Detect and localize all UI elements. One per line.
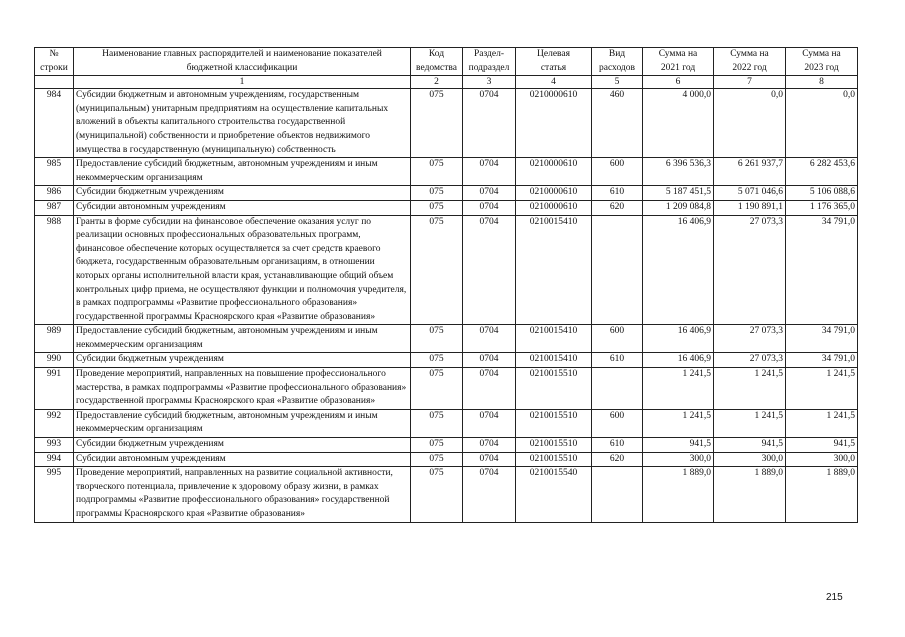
column-number-cell: 4 [516, 76, 592, 89]
cell-target-article: 0210015510 [516, 409, 592, 437]
cell-row-number: 993 [35, 438, 74, 453]
column-number-cell: 5 [592, 76, 643, 89]
header-row [35, 48, 858, 76]
cell-target-article: 0210015410 [516, 353, 592, 368]
cell-target-article: 0210000610 [516, 200, 592, 215]
cell-department-code: 075 [411, 200, 463, 215]
cell-expense-type: 600 [592, 409, 643, 437]
cell-row-number: 990 [35, 353, 74, 368]
cell-expense-type: 620 [592, 452, 643, 467]
table-row [35, 353, 858, 368]
cell-department-code: 075 [411, 186, 463, 201]
cell-row-number: 995 [35, 467, 74, 522]
cell-sum-2022: 27 073,3 [714, 215, 786, 325]
cell-name: Проведение мероприятий, направленных на повышение профессионального мастерства, в рамках подпрограммы «Развитие профессионального образования» государственной программы Красноярского края «Развитие образования» [74, 368, 411, 410]
cell-sum-2023: 941,5 [786, 438, 858, 453]
header-sum-2023: Сумма на 2023 год [786, 48, 858, 76]
budget-table [34, 47, 858, 523]
cell-department-code: 075 [411, 409, 463, 437]
cell-sum-2023: 1 889,0 [786, 467, 858, 522]
cell-sum-2022: 300,0 [714, 452, 786, 467]
cell-name: Субсидии бюджетным учреждениям [74, 186, 411, 201]
cell-row-number: 985 [35, 158, 74, 186]
cell-expense-type [592, 467, 643, 522]
cell-row-number: 987 [35, 200, 74, 215]
cell-target-article: 0210015410 [516, 215, 592, 325]
cell-section: 0704 [463, 215, 516, 325]
cell-section: 0704 [463, 368, 516, 410]
cell-name: Проведение мероприятий, направленных на развитие социальной активности, творческого потенциала, привлечение к здоровому образу жизни, в рамках подпрограммы «Развитие профессионального образования» государственной программы Красноярского края «Развитие образования» [74, 467, 411, 522]
cell-sum-2022: 1 190 891,1 [714, 200, 786, 215]
table-row [35, 158, 858, 186]
cell-name: Субсидии автономным учреждениям [74, 200, 411, 215]
cell-section: 0704 [463, 200, 516, 215]
cell-sum-2023: 1 176 365,0 [786, 200, 858, 215]
column-number-cell [35, 76, 74, 89]
cell-section: 0704 [463, 452, 516, 467]
cell-sum-2022: 1 889,0 [714, 467, 786, 522]
cell-department-code: 075 [411, 89, 463, 158]
cell-department-code: 075 [411, 158, 463, 186]
cell-section: 0704 [463, 89, 516, 158]
table-row [35, 186, 858, 201]
header-sum-2021: Сумма на 2021 год [643, 48, 714, 76]
cell-section: 0704 [463, 158, 516, 186]
cell-sum-2021: 6 396 536,3 [643, 158, 714, 186]
cell-department-code: 075 [411, 325, 463, 353]
column-number-cell: 6 [643, 76, 714, 89]
cell-target-article: 0210015540 [516, 467, 592, 522]
cell-expense-type [592, 368, 643, 410]
cell-section: 0704 [463, 325, 516, 353]
cell-sum-2022: 27 073,3 [714, 325, 786, 353]
cell-name: Субсидии бюджетным учреждениям [74, 438, 411, 453]
cell-name: Предоставление субсидий бюджетным, автономным учреждениям и иным некоммерческим организациям [74, 409, 411, 437]
cell-row-number: 994 [35, 452, 74, 467]
cell-department-code: 075 [411, 438, 463, 453]
cell-expense-type: 620 [592, 200, 643, 215]
cell-target-article: 0210015410 [516, 325, 592, 353]
cell-expense-type: 610 [592, 186, 643, 201]
cell-sum-2023: 0,0 [786, 89, 858, 158]
cell-sum-2022: 941,5 [714, 438, 786, 453]
cell-expense-type: 600 [592, 325, 643, 353]
table-row [35, 200, 858, 215]
cell-section: 0704 [463, 467, 516, 522]
cell-sum-2023: 34 791,0 [786, 353, 858, 368]
header-department-code: Код ведомства [411, 48, 463, 76]
cell-sum-2022: 1 241,5 [714, 409, 786, 437]
cell-sum-2023: 300,0 [786, 452, 858, 467]
cell-row-number: 989 [35, 325, 74, 353]
cell-sum-2023: 34 791,0 [786, 215, 858, 325]
cell-section: 0704 [463, 438, 516, 453]
cell-target-article: 0210015510 [516, 368, 592, 410]
table-row [35, 89, 858, 158]
cell-expense-type: 600 [592, 158, 643, 186]
cell-name: Субсидии автономным учреждениям [74, 452, 411, 467]
cell-name: Гранты в форме субсидии на финансовое обеспечение оказания услуг по реализации основных профессиональных образовательных программ, финансовое обеспечение которых осуществляется за счет средств краевого бюджета, государственным образовательным организациям, в отношении которых органы исполнительной власти края, устанавливающие общий объем контрольных цифр приема, не осуществляют функции и полномочия учредителя, в рамках подпрограммы «Развитие профессионального образования» государственной программы Красноярского края «Развитие образования» [74, 215, 411, 325]
cell-sum-2022: 0,0 [714, 89, 786, 158]
cell-sum-2023: 6 282 453,6 [786, 158, 858, 186]
header-sum-2022: Сумма на 2022 год [714, 48, 786, 76]
column-number-row [35, 76, 858, 89]
cell-sum-2021: 941,5 [643, 438, 714, 453]
cell-department-code: 075 [411, 467, 463, 522]
cell-sum-2021: 1 241,5 [643, 368, 714, 410]
column-number-cell: 8 [786, 76, 858, 89]
cell-section: 0704 [463, 353, 516, 368]
cell-target-article: 0210000610 [516, 89, 592, 158]
cell-department-code: 075 [411, 215, 463, 325]
cell-department-code: 075 [411, 368, 463, 410]
cell-expense-type: 610 [592, 353, 643, 368]
cell-target-article: 0210000610 [516, 158, 592, 186]
cell-sum-2023: 5 106 088,6 [786, 186, 858, 201]
cell-section: 0704 [463, 409, 516, 437]
column-number-cell: 3 [463, 76, 516, 89]
cell-sum-2021: 5 187 451,5 [643, 186, 714, 201]
cell-target-article: 0210000610 [516, 186, 592, 201]
header-row-number: № строки [35, 48, 74, 76]
cell-sum-2023: 1 241,5 [786, 409, 858, 437]
table-body [35, 89, 858, 522]
page-number: 215 [826, 592, 843, 603]
cell-name: Предоставление субсидий бюджетным, автономным учреждениям и иным некоммерческим организациям [74, 158, 411, 186]
column-number-cell: 7 [714, 76, 786, 89]
cell-target-article: 0210015510 [516, 438, 592, 453]
header-name: Наименование главных распорядителей и наименование показателей бюджетной классификации [74, 48, 411, 76]
table-row [35, 368, 858, 410]
cell-department-code: 075 [411, 353, 463, 368]
cell-row-number: 984 [35, 89, 74, 158]
table-row [35, 409, 858, 437]
cell-sum-2022: 27 073,3 [714, 353, 786, 368]
cell-section: 0704 [463, 186, 516, 201]
cell-expense-type: 610 [592, 438, 643, 453]
column-number-cell: 2 [411, 76, 463, 89]
table-row [35, 452, 858, 467]
cell-target-article: 0210015510 [516, 452, 592, 467]
cell-row-number: 991 [35, 368, 74, 410]
cell-sum-2022: 5 071 046,6 [714, 186, 786, 201]
header-section: Раздел- подраздел [463, 48, 516, 76]
header-expense-type: Вид расходов [592, 48, 643, 76]
cell-sum-2021: 1 889,0 [643, 467, 714, 522]
table-row [35, 215, 858, 325]
cell-row-number: 986 [35, 186, 74, 201]
cell-sum-2021: 4 000,0 [643, 89, 714, 158]
table-row [35, 325, 858, 353]
cell-department-code: 075 [411, 452, 463, 467]
cell-sum-2022: 6 261 937,7 [714, 158, 786, 186]
cell-row-number: 988 [35, 215, 74, 325]
table-row [35, 438, 858, 453]
cell-sum-2023: 34 791,0 [786, 325, 858, 353]
cell-name: Субсидии бюджетным учреждениям [74, 353, 411, 368]
column-number-cell: 1 [74, 76, 411, 89]
cell-row-number: 992 [35, 409, 74, 437]
cell-sum-2021: 1 209 084,8 [643, 200, 714, 215]
cell-sum-2021: 16 406,9 [643, 325, 714, 353]
header-target-article: Целевая статья [516, 48, 592, 76]
cell-sum-2021: 300,0 [643, 452, 714, 467]
cell-expense-type [592, 215, 643, 325]
cell-sum-2021: 16 406,9 [643, 353, 714, 368]
cell-sum-2023: 1 241,5 [786, 368, 858, 410]
cell-sum-2022: 1 241,5 [714, 368, 786, 410]
table-row [35, 467, 858, 522]
cell-sum-2021: 1 241,5 [643, 409, 714, 437]
cell-expense-type: 460 [592, 89, 643, 158]
cell-name: Предоставление субсидий бюджетным, автономным учреждениям и иным некоммерческим организациям [74, 325, 411, 353]
cell-name: Субсидии бюджетным и автономным учреждениям, государственным (муниципальным) унитарным предприятиям на осуществление капитальных вложений в объекты капитального строительства государственной (муниципальной) собственности и приобретение объектов недвижимого имущества в государственную (муниципальную) собственность [74, 89, 411, 158]
cell-sum-2021: 16 406,9 [643, 215, 714, 325]
